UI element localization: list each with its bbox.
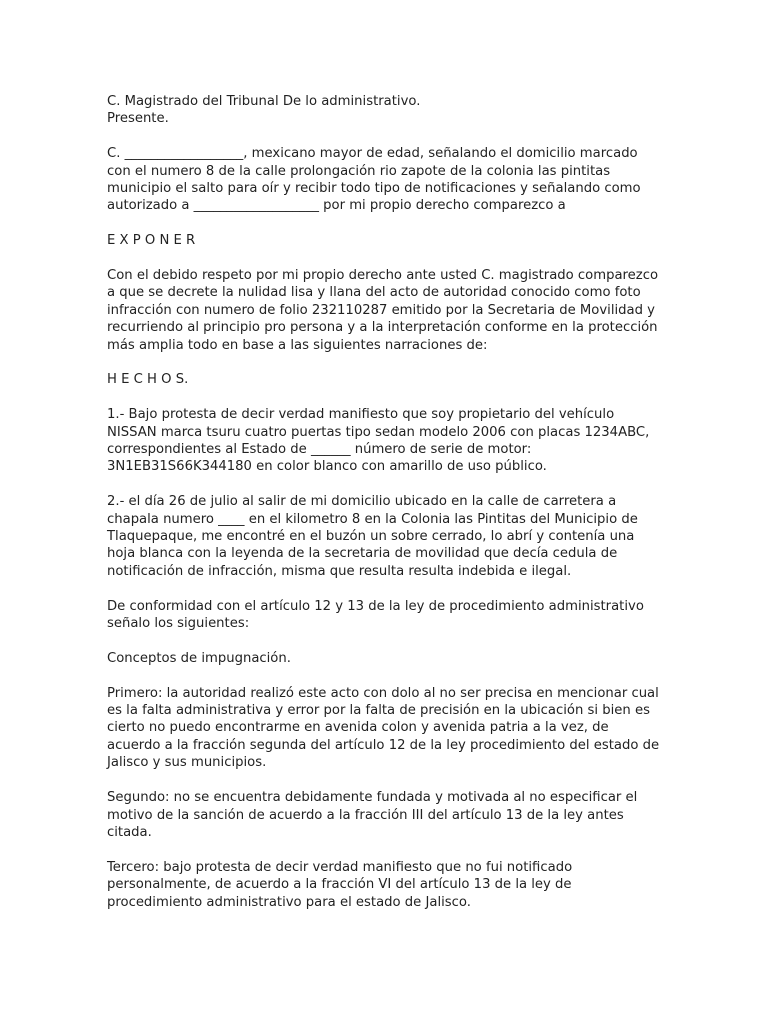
exponer-line: Con el debido respeto por mi propio derecho ante usted C. magistrado comparezco bbox=[107, 268, 659, 284]
hecho-1-paragraph bbox=[107, 406, 667, 476]
segundo-line: motivo de la sanción de acuerdo a la fracción III del artículo 13 de la ley antes bbox=[107, 807, 624, 823]
intro-line: autorizado a ___________________ por mi propio derecho comparezco a bbox=[107, 198, 566, 214]
segundo-line: Segundo: no se encuentra debidamente fundada y motivada al no especificar el bbox=[107, 790, 638, 806]
conceptos-heading: Conceptos de impugnación. bbox=[107, 650, 291, 666]
exponer-line: infracción con numero de folio 232110287 emitido por la Secretaria de Movilidad y bbox=[107, 302, 655, 318]
hecho-2-line: 2.- el día 26 de julio al salir de mi domicilio ubicado en la calle de carretera a bbox=[107, 494, 617, 510]
primero-line: Jalisco y sus municipios. bbox=[107, 755, 267, 771]
document-page bbox=[107, 93, 667, 911]
conformidad-line: señalo los siguientes: bbox=[107, 616, 250, 632]
hecho-2-line: Tlaquepaque, me encontré en el buzón un sobre cerrado, lo abrí y contenía una bbox=[107, 529, 635, 545]
exponer-line: a que se decrete la nulidad lisa y llana del acto de autoridad conocido como foto bbox=[107, 285, 641, 301]
tercero-line: Tercero: bajo protesta de decir verdad manifiesto que no fui notificado bbox=[107, 859, 573, 875]
primero-line: es la falta administrativa y error por la falta de precisión en la ubicación si bien es bbox=[107, 703, 650, 719]
exponer-paragraph bbox=[107, 267, 667, 354]
primero-paragraph bbox=[107, 685, 667, 772]
intro-line: C. __________________, mexicano mayor de edad, señalando el domicilio marcado bbox=[107, 146, 638, 162]
heading-hechos: H E C H O S. bbox=[107, 372, 189, 388]
exponer-line: más amplia todo en base a las siguientes narraciones de: bbox=[107, 337, 488, 353]
hecho-2-line: chapala numero ____ en el kilometro 8 en la Colonia las Pintitas del Municipio de bbox=[107, 511, 638, 527]
primero-line: acuerdo a la fracción segunda del artículo 12 de la ley procedimiento del estado de bbox=[107, 737, 660, 753]
tercero-line: procedimiento administrativo para el estado de Jalisco. bbox=[107, 894, 471, 910]
exponer-line: recurriendo al principio pro persona y a la interpretación conforme en la protección bbox=[107, 320, 658, 336]
conformidad-line: De conformidad con el artículo 12 y 13 de la ley de procedimiento administrativo bbox=[107, 598, 644, 614]
hecho-1-line: NISSAN marca tsuru cuatro puertas tipo sedan modelo 2006 con placas 1234ABC, bbox=[107, 424, 650, 440]
intro-line: con el numero 8 de la calle prolongación rio zapote de la colonia las pintitas bbox=[107, 163, 611, 179]
hecho-1-line: correspondientes al Estado de ______ número de serie de motor: bbox=[107, 442, 532, 458]
primero-line: cierto no puedo encontrarme en avenida colon y avenida patria a la vez, de bbox=[107, 720, 609, 736]
primero-line: Primero: la autoridad realizó este acto con dolo al no ser precisa en mencionar cual bbox=[107, 685, 659, 701]
segundo-paragraph bbox=[107, 789, 667, 841]
intro-paragraph bbox=[107, 145, 667, 215]
hecho-1-line: 3N1EB31S66K344180 en color blanco con amarillo de uso público. bbox=[107, 459, 547, 475]
intro-line: municipio el salto para oír y recibir todo tipo de notificaciones y señalando como bbox=[107, 181, 641, 197]
segundo-line: citada. bbox=[107, 824, 152, 840]
conformidad-paragraph bbox=[107, 598, 667, 633]
hecho-2-line: hoja blanca con la leyenda de la secretaria de movilidad que decía cedula de bbox=[107, 546, 618, 562]
hecho-2-paragraph bbox=[107, 493, 667, 580]
tercero-line: personalmente, de acuerdo a la fracción VI del artículo 13 de la ley de bbox=[107, 877, 572, 893]
hecho-2-line: notificación de infracción, misma que resulta resulta indebida e ilegal. bbox=[107, 563, 572, 579]
addressee-line: Presente. bbox=[107, 111, 169, 127]
addressee-block bbox=[107, 93, 667, 128]
hecho-1-line: 1.- Bajo protesta de decir verdad manifiesto que soy propietario del vehículo bbox=[107, 407, 615, 423]
tercero-paragraph bbox=[107, 859, 667, 911]
heading-exponer: E X P O N E R bbox=[107, 233, 196, 249]
addressee-line: C. Magistrado del Tribunal De lo administrativo. bbox=[107, 94, 421, 109]
